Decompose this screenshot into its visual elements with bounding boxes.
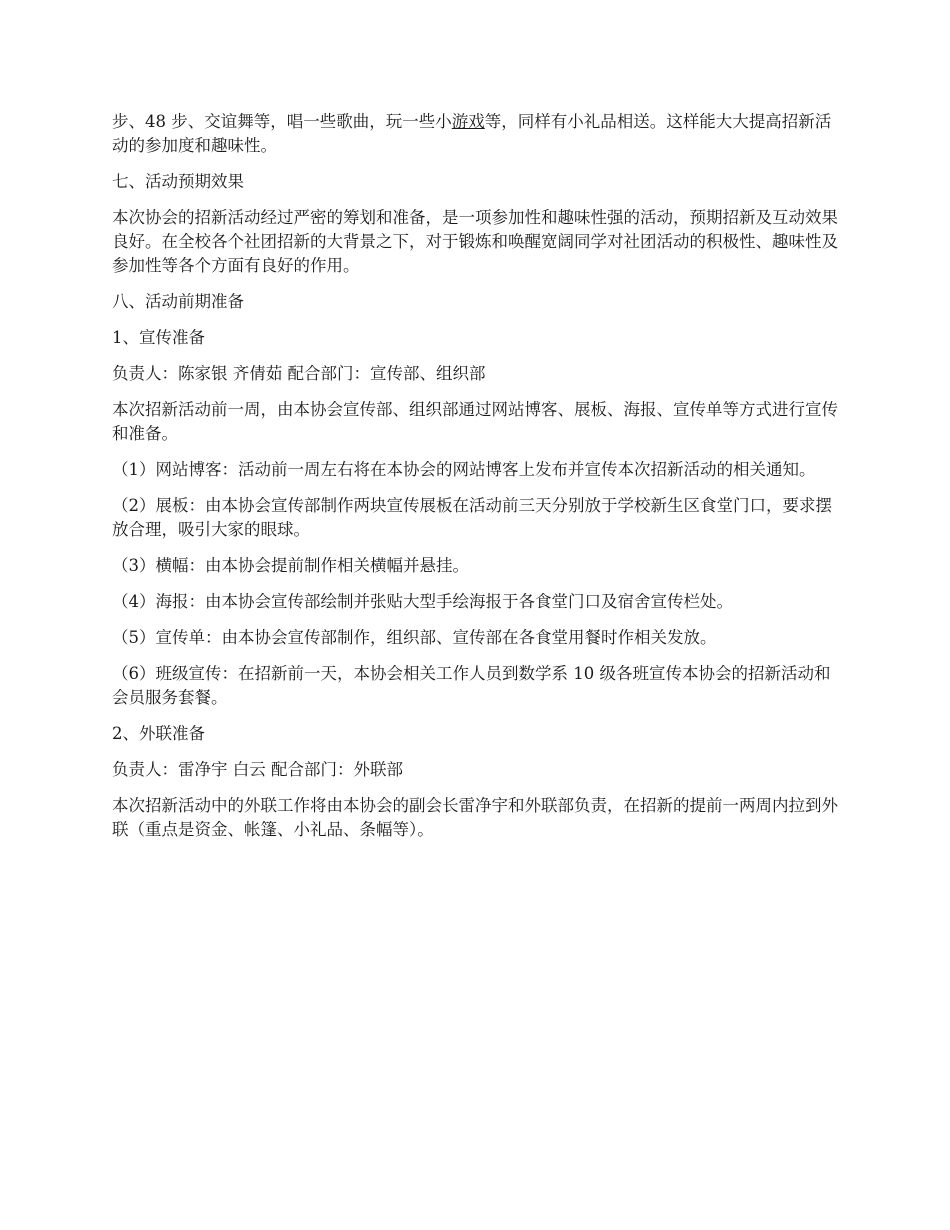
text-segment: 步、48 步、交谊舞等，唱一些歌曲，玩一些小 (112, 112, 452, 131)
publicity-owner: 负责人：陈家银 齐倩茹 配合部门：宣传部、组织部 (112, 364, 486, 383)
paragraph-outreach: 本次招新活动中的外联工作将由本协会的副会长雷净宇和外联部负责，在招新的提前一两周内拉到外联（重点是资金、帐篷、小礼品、条幅等）。 (112, 796, 838, 839)
item-banner: （3）横幅：由本协会提前制作相关横幅并悬挂。 (112, 556, 469, 575)
document-body (112, 110, 842, 854)
item-class-publicity: （6）班级宣传：在招新前一天，本协会相关工作人员到数学系 10 级各班宣传本协会的招新活动和会员服务套餐。 (112, 664, 831, 707)
item-poster: （4）海报：由本协会宣传部绘制并张贴大型手绘海报于各食堂门口及宿舍宣传栏处。 (112, 592, 733, 611)
paragraph-publicity: 本次招新活动前一周，由本协会宣传部、组织部通过网站博客、展板、海报、宣传单等方式进行宣传和准备。 (112, 400, 838, 443)
text-segment: 等，同样有小礼品相送。这样能大大提高招新活动的参加度和趣味性。 (112, 112, 832, 155)
subheading-outreach: 2、外联准备 (112, 724, 205, 743)
item-website-blog: （1）网站博客：活动前一周左右将在本协会的网站博客上发布并宣传本次招新活动的相关通知。 (112, 460, 816, 479)
paragraph-expected-effect: 本次协会的招新活动经过严密的筹划和准备，是一项参加性和趣味性强的活动，预期招新及互动效果良好。在全校各个社团招新的大背景之下，对于锻炼和唤醒宽阔同学对社团活动的积极性、趣味性及参加性等各个方面有良好的作用。 (112, 208, 838, 275)
subheading-publicity: 1、宣传准备 (112, 328, 205, 347)
item-display-board: （2）展板：由本协会宣传部制作两块宣传展板在活动前三天分别放于学校新生区食堂门口，要求摆放合理，吸引大家的眼球。 (112, 496, 832, 539)
item-leaflet: （5）宣传单：由本协会宣传部制作，组织部、宣传部在各食堂用餐时作相关发放。 (112, 628, 717, 647)
section-heading-expected-effect: 七、活动预期效果 (112, 172, 244, 191)
games-link[interactable]: 游戏 (451, 112, 485, 131)
section-heading-preparation: 八、活动前期准备 (112, 292, 244, 311)
paragraph-activity-games (112, 110, 842, 158)
outreach-owner: 负责人：雷净宇 白云 配合部门：外联部 (112, 760, 403, 779)
